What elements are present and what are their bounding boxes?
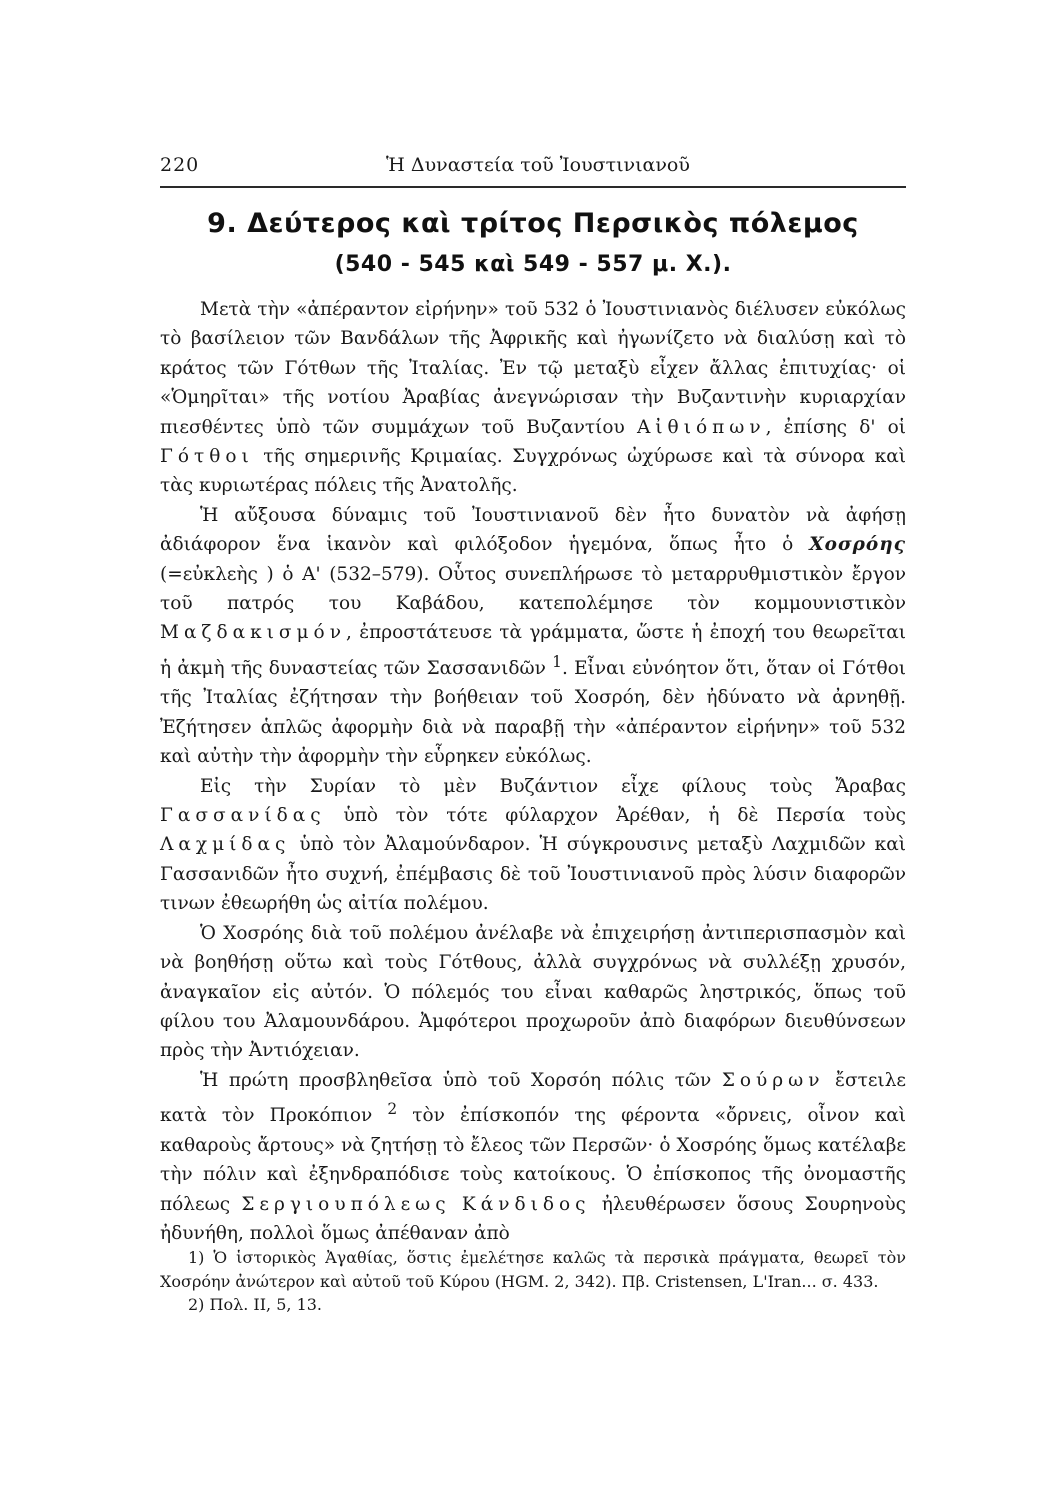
spaced-name-lachmidas: Λαχμίδας bbox=[160, 834, 291, 856]
paragraph-3 bbox=[160, 772, 906, 919]
text-run: . Εἶναι εὐνόητον ὅτι, ὅταν οἱ Γότθοι τῆς Ἰταλίας ἐζήτησαν τὴν βοήθειαν τοῦ Χοσρόη, δὲν ἠδύνατο νὰ ἀρνηθῇ. Ἐζήτησεν ἁπλῶς ἀφορμὴν διὰ νὰ παραβῇ τὴν «ἀπέραντον εἰρήνην» τοῦ 532 καὶ αὐτὴν τὴν ἀφορμὴν τὴν εὗρηκεν εὐκόλως. bbox=[160, 658, 906, 768]
running-head bbox=[160, 150, 906, 188]
section-subtitle-dates: (540 - 545 καὶ 549 - 557 μ. Χ.). bbox=[334, 252, 732, 277]
text-run: Εἰς τὴν Συρίαν τὸ μὲν Βυζάντιον εἶχε φίλους τοὺς Ἄραβας bbox=[200, 775, 906, 797]
spaced-name-sergioupoleos: Σεργιουπόλεως bbox=[241, 1193, 451, 1215]
text-run: τῆς σημερινῆς Κριμαίας. Συγχρόνως ὠχύρωσε καὶ τὰ σύνορα καὶ τὰς κυριωτέρας πόλεις τῆς Ἀνατολῆς. bbox=[160, 446, 906, 497]
footnote-ref-2: 2 bbox=[387, 1100, 398, 1119]
page-number: 220 bbox=[160, 154, 200, 176]
section-title: 9. Δεύτερος καὶ τρίτος Περσικὸς πόλεμος bbox=[207, 208, 859, 239]
spaced-name-kandidos: Κάνδιδος bbox=[461, 1193, 591, 1215]
paragraph-2 bbox=[160, 501, 906, 772]
spaced-name-souron: Σούρων bbox=[721, 1069, 825, 1091]
footnote-ref-1: 1 bbox=[552, 652, 562, 671]
text-run: ἠλευθέρωσεν ὅσους Σουρηνοὺς ἠδυνήθη, πολλοὶ ὅμως ἀπέθαναν ἀπὸ bbox=[160, 1193, 906, 1244]
text-run: ὑπὸ τὸν Ἀλαμούνδαρον. Ἡ σύγκρουσινς μεταξὺ Λαχμιδῶν καὶ Γασσανιδῶν ἦτο συχνή, ἐπέμβασις δὲ τοῦ Ἰουστινιανοῦ πρὸς λύσιν διαφορῶν τινων ἐθεωρήθη ὡς αἰτία πολέμου. bbox=[160, 834, 906, 915]
text-run: Ἡ αὔξουσα δύναμις τοῦ Ἰουστινιανοῦ δὲν ἦτο δυνατὸν νὰ ἀφήσῃ ἀδιάφορον ἕνα ἱκανὸν καὶ φιλόξοδον ἡγεμόνα, ὅπως ἦτο ὁ bbox=[160, 504, 906, 556]
paragraph-5 bbox=[160, 1066, 906, 1249]
text-run: Μετὰ τὴν «ἀπέραντον εἰρήνην» τοῦ 532 ὁ Ἰουστινιανὸς διέλυσεν εὐκόλως τὸ βασίλειον τῶν Βανδάλων τῆς Ἀφρικῆς καὶ ἠγωνίζετο νὰ διαλύσῃ καὶ τὸ κράτος τῶν Γότθων τῆς Ἰταλίας. Ἐν τῷ μεταξὺ εἶχεν ἄλλας ἐπιτυχίας· οἱ «Ὁμηρῖται» τῆς νοτίου Ἀραβίας ἀνεγνώρισαν τὴν Βυζαντινὴν κυριαρχίαν πιεσθέντες ὑπὸ τῶν συμμάχων τοῦ Βυζαντίου bbox=[160, 299, 906, 438]
body-text bbox=[160, 295, 906, 1248]
spaced-name-gassanidas: Γασσανίδας bbox=[160, 805, 326, 827]
text-run: ἔστειλε κατὰ τὸν Προκόπιον bbox=[160, 1069, 906, 1127]
footnote-2: 2) Πολ. II, 5, 13. bbox=[188, 1295, 323, 1314]
spaced-name-aithiopon: Αἰθιόπων bbox=[636, 416, 766, 438]
text-run bbox=[451, 1194, 462, 1215]
text-run: τὸν ἐπίσκοπόν της φέροντα «ὄρνεις, οἶνον καὶ καθαροὺς ἄρτους» νὰ ζητήσῃ τὸ ἔλεος τῶν Περσῶν· ὁ Χοσρόης ὅμως κατέλαβε τὴν πόλιν καὶ ἐξηνδραπόδισε τοὺς κατοίκους. Ὁ ἐπίσκοπος τῆς ὀνομαστῆς πόλεως bbox=[160, 1105, 906, 1215]
running-title: Ἡ Δυναστεία τοῦ Ἰουστινιανοῦ bbox=[386, 154, 690, 176]
footnotes bbox=[160, 1246, 906, 1317]
text-run: ὑπὸ τὸν τότε φύλαρχον Ἀρέθαν, ἡ δὲ Περσία τοὺς bbox=[325, 805, 906, 827]
spaced-name-mazdakismon: Μαζδακισμόν bbox=[160, 622, 346, 644]
footnote-1: 1) Ὁ ἱστορικὸς Ἀγαθίας, ὅστις ἐμελέτησε καλῶς τὰ περσικὰ πράγματα, θεωρεῖ τὸν Χοσρόην ἀνώτερον καὶ αὐτοῦ τοῦ Κύρου (HGM. 2, 342). Πβ. Cristensen, L'Iran... σ. 433. bbox=[160, 1248, 906, 1291]
text-run: , ἐπίσης δ' οἱ bbox=[765, 416, 906, 438]
spaced-name-gothoi: Γότθοι bbox=[160, 446, 254, 468]
text-run: (=εὐκλεὴς ) ὁ Α' (532–579). Οὗτος συνεπλήρωσε τὸ μεταρρυθμιστικὸν ἔργον τοῦ πατρός του Καβάδου, κατεπολέμησε τὸν κομμουνιστικὸν bbox=[160, 563, 906, 615]
text-run: , ἐπροστάτευσε τὰ γράμματα, ὥστε ἡ ἐποχή του θεωρεῖται ἡ ἀκμὴ τῆς δυναστείας τῶν Σασσανιδῶν bbox=[160, 622, 906, 680]
emphasized-name-chosroes: Χοσρόης bbox=[809, 534, 906, 556]
text-run: Ἡ πρώτη προσβληθεῖσα ὑπὸ τοῦ Χορσόη πόλις τῶν bbox=[200, 1069, 722, 1091]
paragraph-1 bbox=[160, 295, 906, 501]
paragraph-4: Ὁ Χοσρόης διὰ τοῦ πολέμου ἀνέλαβε νὰ ἐπιχειρήσῃ ἀντιπερισπασμὸν καὶ νὰ βοηθήσῃ οὕτω καὶ τοὺς Γότθους, ἀλλὰ συγχρόνως νὰ συλλέξῃ χρυσόν, ἀναγκαῖον εἰς αὐτόν. Ὁ πόλεμός του εἶναι καθαρῶς ληστρικός, ὅπως τοῦ φίλου του Ἀλαμουνδάρου. Ἀμφότεροι προχωροῦν ἀπὸ διαφόρων διευθύνσεων πρὸς τὴν Ἀντιόχειαν. bbox=[160, 922, 906, 1062]
